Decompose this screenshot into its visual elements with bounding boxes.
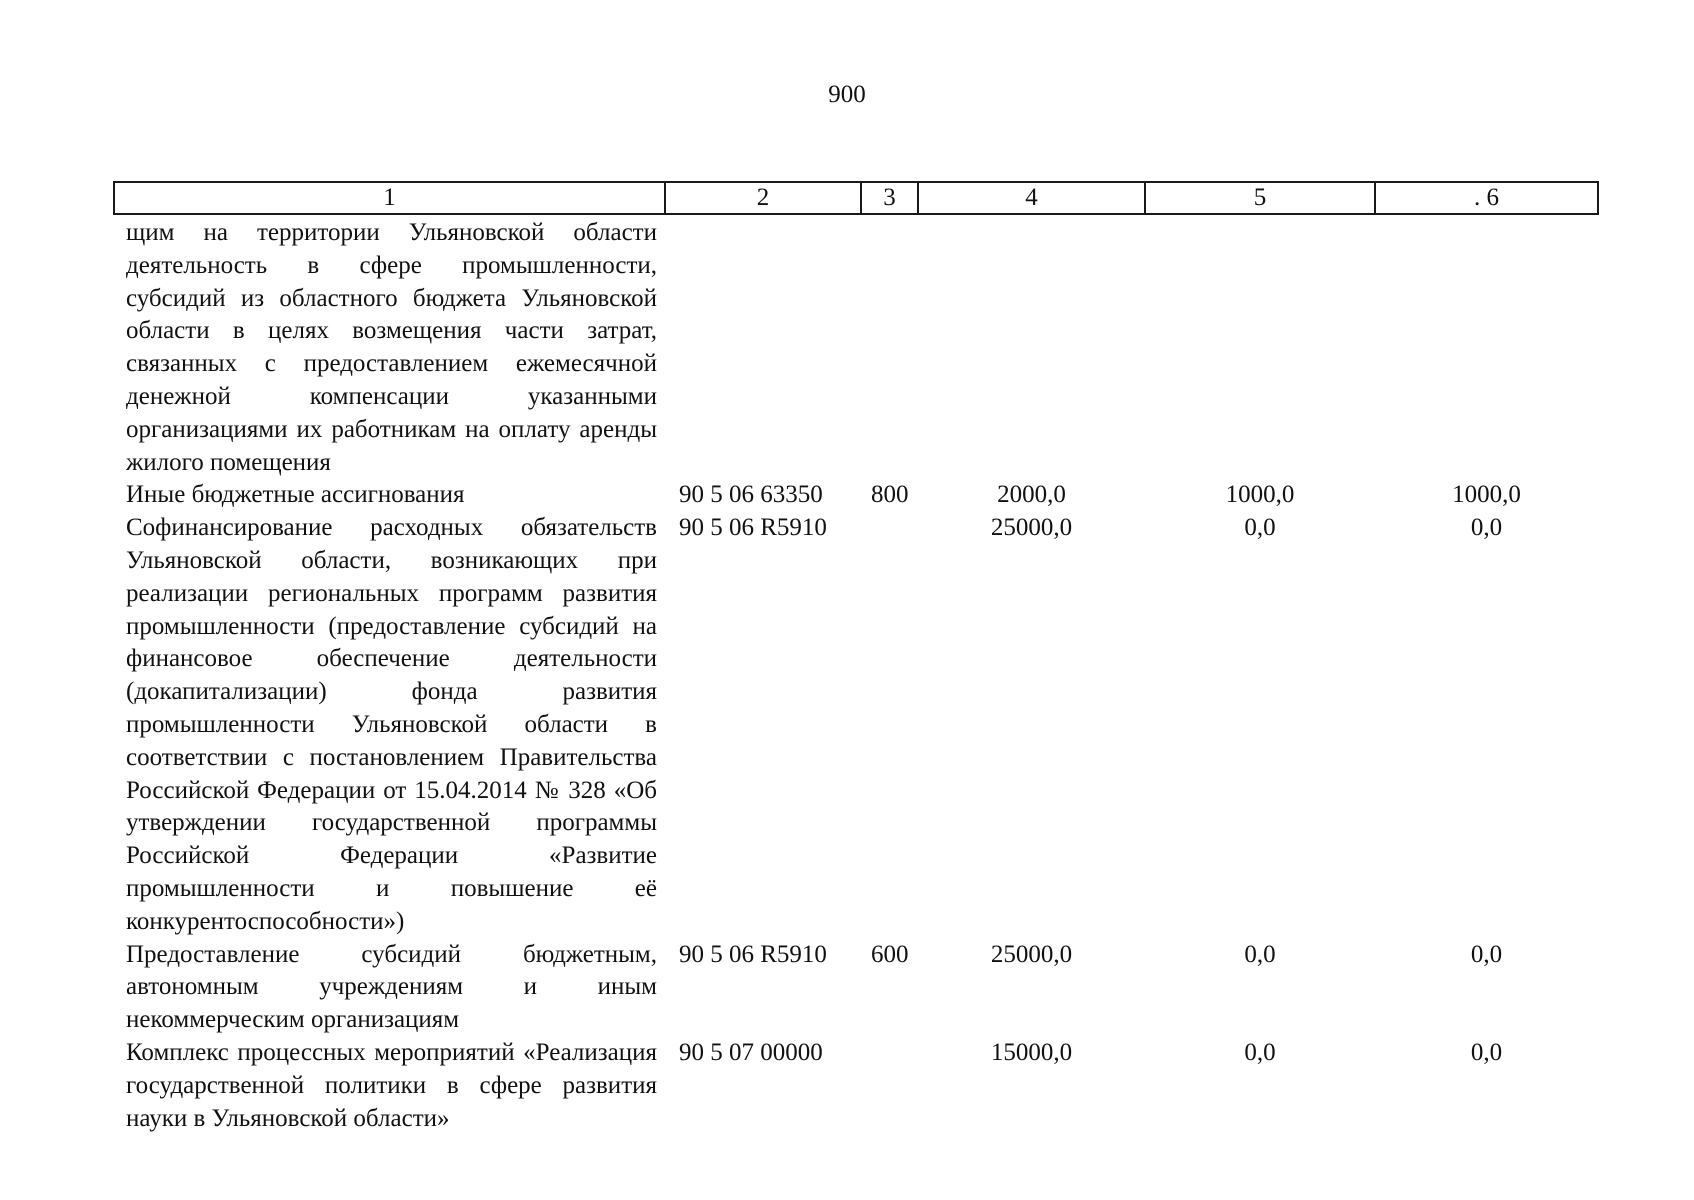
table-row — [114, 479, 1598, 512]
row-description: щим на территории Ульяновской области деятельность в сфере промышленности, субсидий из областного бюджета Ульяновской области в целях возмещения части затрат, связанных с предоставлением ежемесячной денежной компенсации указанными организациями их работникам на оплату аренды жилого помещения — [126, 219, 657, 476]
table-body — [114, 214, 1598, 1135]
row-value-col5: 0,0 — [1244, 514, 1276, 542]
header-col-3: 3 — [861, 182, 918, 214]
header-col-5: 5 — [1145, 182, 1375, 214]
header-col-1: 1 — [114, 182, 665, 214]
row-expense-type — [861, 214, 918, 479]
row-description: Комплекс процессных мероприятий «Реализация государственной политики в сфере развития науки в Ульяновской области» — [126, 1038, 657, 1132]
budget-table — [113, 181, 1599, 1135]
row-expense-type — [861, 512, 918, 938]
row-code: 90 5 06 63350 — [679, 481, 823, 509]
header-col-2: 2 — [665, 182, 861, 214]
row-code: 90 5 06 R5910 — [679, 940, 827, 968]
table-row — [114, 1037, 1598, 1135]
row-value-col4: 25000,0 — [990, 940, 1073, 968]
row-description: Предоставление субсидий бюджетным, автономным учреждениям и иным некоммерческим организациям — [126, 940, 657, 1034]
row-value-col4: 25000,0 — [990, 514, 1073, 542]
row-expense-type: 600 — [871, 940, 909, 968]
row-expense-type: 800 — [871, 481, 909, 509]
row-value-col6: 0,0 — [1470, 514, 1503, 542]
row-description: Иные бюджетные ассигнования — [126, 481, 465, 509]
row-expense-type — [861, 1037, 918, 1135]
row-value-col4: 15000,0 — [990, 1038, 1073, 1066]
header-row — [114, 182, 1598, 214]
table-row — [114, 939, 1598, 1037]
row-value-col5: 0,0 — [1244, 940, 1276, 968]
page-number: 900 — [828, 81, 866, 108]
row-value-col6: 0,0 — [1470, 1038, 1503, 1066]
table-row — [114, 214, 1598, 479]
row-value-col4 — [918, 214, 1145, 479]
header-col-4: 4 — [918, 182, 1145, 214]
table-row — [114, 512, 1598, 938]
row-code: 90 5 07 00000 — [679, 1038, 823, 1066]
table-header — [114, 182, 1598, 214]
row-value-col6 — [1375, 214, 1598, 479]
row-description: Софинансирование расходных обязательств Ульяновской области, возникающих при реализации региональных программ развития промышленности (предоставление субсидий на финансовое обеспечение деятельности (докапитализации) фонда развития промышленности Ульяновской области в соответствии с постановлением Правительства Российской Федерации от 15.04.2014 № 328 «Об утверждении государственной программы Российской Федерации «Развитие промышленности и повышение её конкурентоспособности») — [126, 514, 657, 935]
row-value-col6: 0,0 — [1470, 940, 1503, 968]
row-value-col6: 1000,0 — [1452, 481, 1521, 509]
row-value-col5: 0,0 — [1244, 1038, 1276, 1066]
row-value-col5 — [1145, 214, 1375, 479]
row-value-col4: 2000,0 — [997, 481, 1066, 509]
row-code — [665, 214, 861, 479]
row-code: 90 5 06 R5910 — [679, 514, 827, 542]
header-col-6: . 6 — [1375, 182, 1598, 214]
row-value-col5: 1000,0 — [1225, 481, 1295, 509]
